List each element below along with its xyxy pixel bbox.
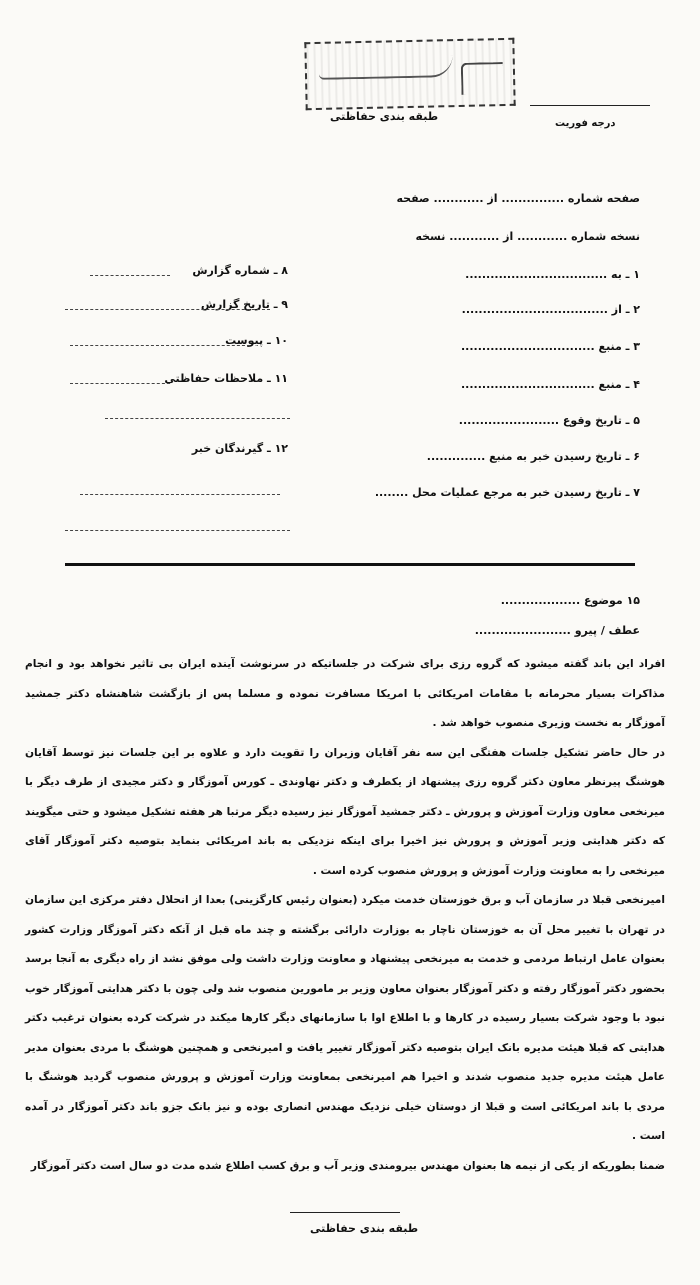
subject-value: ۱۵: [626, 594, 640, 607]
classification-label-top: طبقه بندی حفاظتی: [330, 110, 439, 123]
security-notes-line: [70, 383, 170, 384]
form-field-report-date: ۹ ـ تاریخ گزارش: [200, 298, 288, 311]
subject-field: [501, 594, 640, 607]
form-field-source-b: ۴ ـ منبع ................................: [461, 378, 640, 391]
section-divider: [65, 563, 635, 566]
body-paragraph: امیرنخعی قبلا در سازمان آب و برق خوزستان خدمت میکرد (بعنوان رئیس کارگزینی) بعدا از انحلال دفتر مرکزی این سازمان در تهران با تغییر محل آن به خوزستان ناچار به بوزارت دارائی برگشته و چند ماه قبل از آنکه دکتر آموزگار وزارت کشور بعنوان عامل ارتباط مردمی و خدمت به میرنخعی پیشنهاد و معاونت وزارت داشت ولی موفق نشد از راه دیگری به آنجا برسد بحضور دکتر آموزگار رفته و دکتر آموزگار بعنوان معاون وزیر بر مامورین منصوب شد ولی چون با دکتر هدایتی آموزگار خوب نبود با وجود شرکت بسیار رسیده در کارها و با اطلاع اوا با سازمانهای دیگر کارها میکند در شرکت کرده بعنوان ترغیب دکتر هدایتی که قبلا هیئت مدیره بانک ایران بتوصیه دکتر آموزگار تغییر یافت و امیرنخعی و همچنین هوشنگ با مردی بعنوان مدیر عامل هیئت مدیره جدید منصوب شدند و اخیرا هم امیرنخعی بمعاونت وزارت آموزش و پرورش منصوب گردید هوشنگ با مردی با باند امریکائی است و قبلا از دوستان خیلی نزدیک مهندس انصاری بوده و نیز بانک جزو باند دکتر آموزگار در آمده است .: [25, 894, 665, 1142]
body-paragraph: در حال حاضر تشکیل جلسات هفتگی این سه نفر آقایان وزیران را تقویت دارد و علاوه بر این جلسات نیز توسط آقایان هوشنگ پیرنظر معاون دکتر گروه رزی پیشنهاد از یکطرف و دکتر نهاوندی ـ کورس آموزگار و دکتر مجیدی از طرف دیگر با میرنخعی معاون وزارت آموزش و پرورش ـ دکتر جمشید آموزگار نیز رسیده دیگر مرتبا هر هفته تشکیل میشود و حتی میگویند که دکتر هدایتی وزیر آموزش و پرورش نیز اخیرا برای اینکه نزدیکی به باند امریکائی بنماید بتوصیه دکتر آموزگار آقای میرنخعی را به معاونت وزارت آموزش و پرورش منصوب کرده است .: [25, 746, 665, 877]
report-number-line: [90, 275, 170, 276]
recipients-line-2: [65, 530, 290, 531]
form-field-received-date: ۶ ـ تاریخ رسیدن خبر به منبع ..............: [426, 450, 640, 463]
report-date-line: [65, 309, 270, 310]
priority-label: درجه فوریت: [555, 118, 616, 129]
form-field-page-number: صفحه شماره ............... از ............ صفحه: [396, 192, 640, 205]
form-field-from: ۲ ـ از ...................................: [461, 303, 640, 316]
form-field-source-a: ۳ ـ منبع ................................: [461, 340, 640, 353]
form-field-copy-number: نسخه شماره ............ از ............ نسخه: [415, 230, 640, 243]
form-field-report-number: ۸ ـ شماره گزارش: [192, 264, 288, 277]
form-field-occurrence-date: ۵ ـ تاریخ وقوع ........................: [458, 414, 640, 427]
classification-label-bottom: طبقه بندی حفاظتی: [310, 1222, 419, 1235]
body-paragraph: افراد این باند گفته میشود که گروه رزی برای شرکت در جلساتیکه در سرنوشت آینده ایران بی تاثیر نخواهد بود و انجام مذاکرات بسیار محرمانه با مقامات امریکائی با امریکا مسافرت نموده و مسلما پس از بازگشت شاهنشاه دکتر جمشید آموزگار به نخست وزیری منصوب خواهد شد .: [25, 658, 665, 729]
attachment-line: [70, 345, 250, 346]
subject-label: موضوع ...................: [500, 594, 623, 607]
form-field-recipients: ۱۲ ـ گیرندگان خبر: [191, 442, 288, 455]
security-notes-line-2: [105, 418, 290, 419]
stamp-mark: [304, 38, 515, 110]
form-field-attachment: ۱۰ ـ پیوست: [225, 334, 288, 347]
report-body: [25, 650, 665, 1181]
ref-field: عطف / پیرو .......................: [474, 624, 640, 637]
form-field-security-notes: ۱۱ ـ ملاحظات حفاظتی: [164, 372, 288, 385]
body-paragraph: ضمنا بطوریکه از یکی از نیمه ها بعنوان مهندس بیرومندی وزیر آب و برق کسب اطلاع شده مدت دو سال است دکتر آموزگار: [30, 1159, 665, 1172]
footer-line: [290, 1212, 400, 1213]
form-field-to: ۱ ـ به ..................................: [465, 268, 640, 281]
form-field-local-ops-date: ۷ ـ تاریخ رسیدن خبر به مرجع عملیات محل ........: [374, 486, 640, 499]
priority-line: [530, 105, 650, 106]
recipients-line-1: [80, 494, 280, 495]
